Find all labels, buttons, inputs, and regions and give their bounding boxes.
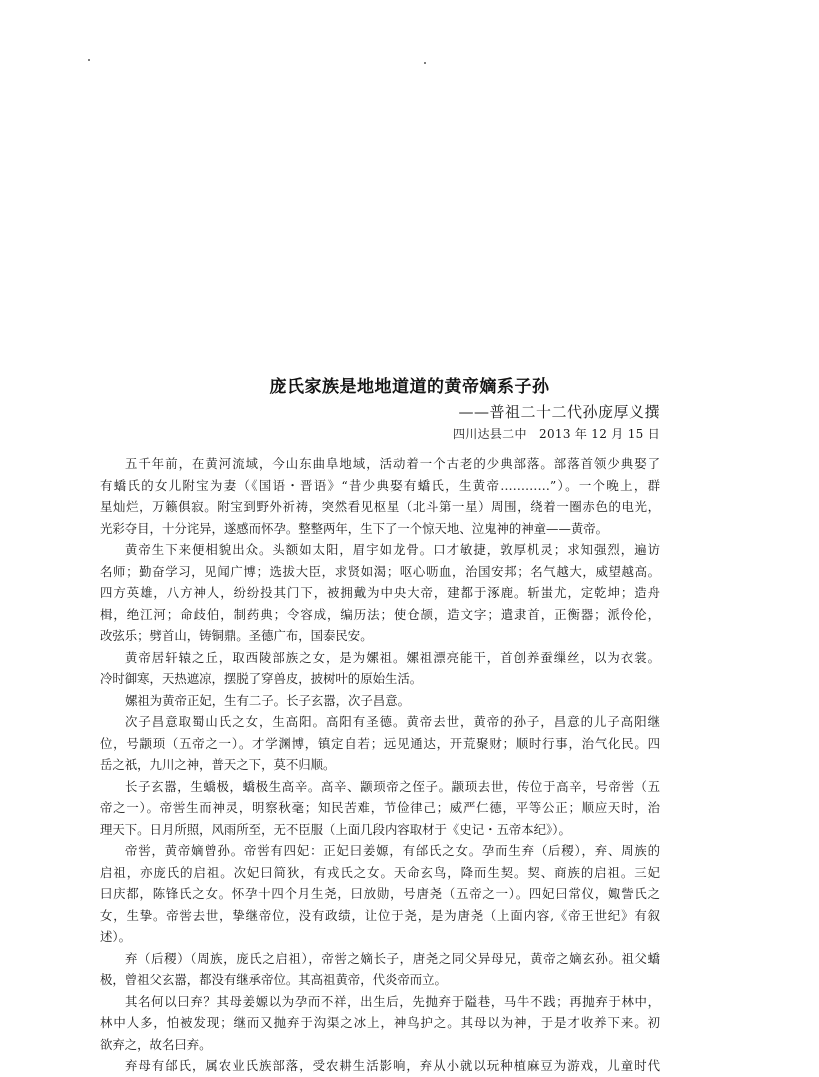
paragraph-line: 四方英雄，八方神人，纷纷投其门下，被拥戴为中央大帝，建都于涿鹿。斩蚩尤，定乾坤；造舟 [100, 585, 660, 600]
paragraph-line: 理天下。日月所照，风雨所至，无不臣服（上面几段内容取材于《史记・五帝本纪》）。 [100, 821, 571, 837]
scan-speck [88, 59, 90, 61]
paragraph-line: 黄帝生下来便相貌出众。头额如太阳，眉宇如龙骨。口才敏捷，敦厚机灵；求知强烈，遍访 [125, 542, 660, 557]
paragraph-line: 改弦乐；劈首山，铸铜鼎。圣德广布，国泰民安。 [100, 628, 373, 643]
paragraph-line: 弃（后稷）（周族，庞氏之启祖），帝喾之嫡长子，唐尧之同父异母兄，黄帝之嫡玄孙。祖父蟜 [125, 950, 660, 966]
document-title: 庞氏家族是地地道道的黄帝嫡系子孙 [269, 377, 550, 397]
paragraph-line: 名师；勤奋学习，见闻广博；选拔大臣，求贤如渴；呕心呖血，治国安邦；名气越大，威望越高。 [100, 563, 660, 579]
paragraph-line: 曰庆都，陈锋氏之女。怀孕十四个月生尧，曰放勋，号唐尧（五帝之一）。四妃曰常仪，娵訾氏之 [100, 886, 660, 901]
paragraph-line: 长子玄嚣，生蟜极，蟜极生高辛。高辛、颛顼帝之侄子。颛顼去世，传位于高辛，号帝喾（五 [125, 778, 660, 794]
paragraph-line: 位，号颛顼（五帝之一）。才学渊博，镇定自若；远见通达，开荒聚财；顺时行事，治气化民。四 [100, 735, 660, 751]
paragraph-line: 岳之祇，九川之神，普天之下，莫不归顺。 [100, 757, 336, 772]
paragraph-line: 五千年前，在黄河流域，今山东曲阜地域，活动着一个古老的少典部落。部落首领少典娶了 [125, 456, 660, 471]
paragraph-line: 极，曾祖父玄嚣，都没有继承帝位。其高祖黄帝，代炎帝而立。 [100, 972, 447, 987]
paragraph-line: 帝之一）。帝喾生而神灵，明察秋毫；知民苦难，节俭律己；威严仁德，平等公正；顺应天时，治 [100, 800, 660, 815]
paragraph-line: 帝喾，黄帝嫡曾孙。帝喾有四妃：正妃曰姜嫄，有邰氏之女。孕而生弃（后稷），弃、周族的 [125, 843, 660, 858]
paragraph-line: 述）。 [100, 929, 131, 944]
paragraph-line: 楫，绝江河；命歧伯，制药典；令容成，编历法；使仓颉，造文字；遣隶首，正衡器；派伶伦， [100, 606, 660, 622]
paragraph-line: 欲弃之，故名曰弃。 [100, 1036, 212, 1052]
paragraph-line: 星灿烂，万籁俱寂。附宝到野外祈祷，突然看见枢星（北斗第一星）周围，绕着一圈赤色的电光， [100, 499, 660, 514]
paragraph-line: 光彩夺目，十分诧异，遂感而怀孕。整整两年，生下了一个惊天地、泣鬼神的神童——黄帝。 [100, 520, 609, 536]
author-byline: 四川达县二中 2013 年 12 月 15 日 [452, 427, 660, 441]
paragraph-line: 次子昌意取蜀山氏之女，生高阳。高阳有圣德。黄帝去世，黄帝的孙子，昌意的儿子高阳继 [125, 714, 660, 729]
paragraph-line: 有蟜氏的女儿附宝为妻（《国语・晋语》“昔少典娶有蟜氏，生黄帝…………”）。一个晚上，群 [100, 477, 660, 493]
paragraph-line: 冷时御寒，天热遮凉，摆脱了穿兽皮，披树叶的原始生活。 [100, 671, 423, 686]
paragraph-line: 女，生挚。帝喾去世，挚继帝位，没有政绩，让位于尧，是为唐尧（上面内容,《帝王世纪》有叙 [100, 907, 660, 923]
paragraph-line: 弃母有邰氏，属农业氏族部落，受农耕生活影响，弃从小就以玩种植麻豆为游戏，儿童时代 [125, 1058, 660, 1073]
scan-speck [424, 62, 426, 64]
article-body [100, 453, 660, 1077]
paragraph-line: 启祖，亦庞氏的启祖。次妃曰简狄，有戎氏之女。天命玄鸟，降而生契。契、商族的启祖。三妃 [100, 864, 660, 880]
paragraph-line: 其名何以曰弃？其母姜嫄以为孕而不祥，出生后，先抛弃于隘巷，马牛不践；再抛弃于林中， [125, 993, 660, 1009]
paragraph-line: 林中人多，怕被发现；继而又抛弃于沟渠之冰上，神鸟护之。其母以为神，于是才收养下来。初 [100, 1015, 660, 1030]
paragraph-line: 黄帝居轩辕之丘，取西陵部族之女，是为嫘祖。嫘祖漂亮能干，首创养蚕缫丝，以为衣裳。 [125, 649, 660, 665]
document-subtitle: ——普祖二十二代孙庞厚义撰 [458, 403, 660, 421]
paragraph-line: 嫘祖为黄帝正妃，生有二子。长子玄嚣，次子昌意。 [125, 692, 410, 708]
